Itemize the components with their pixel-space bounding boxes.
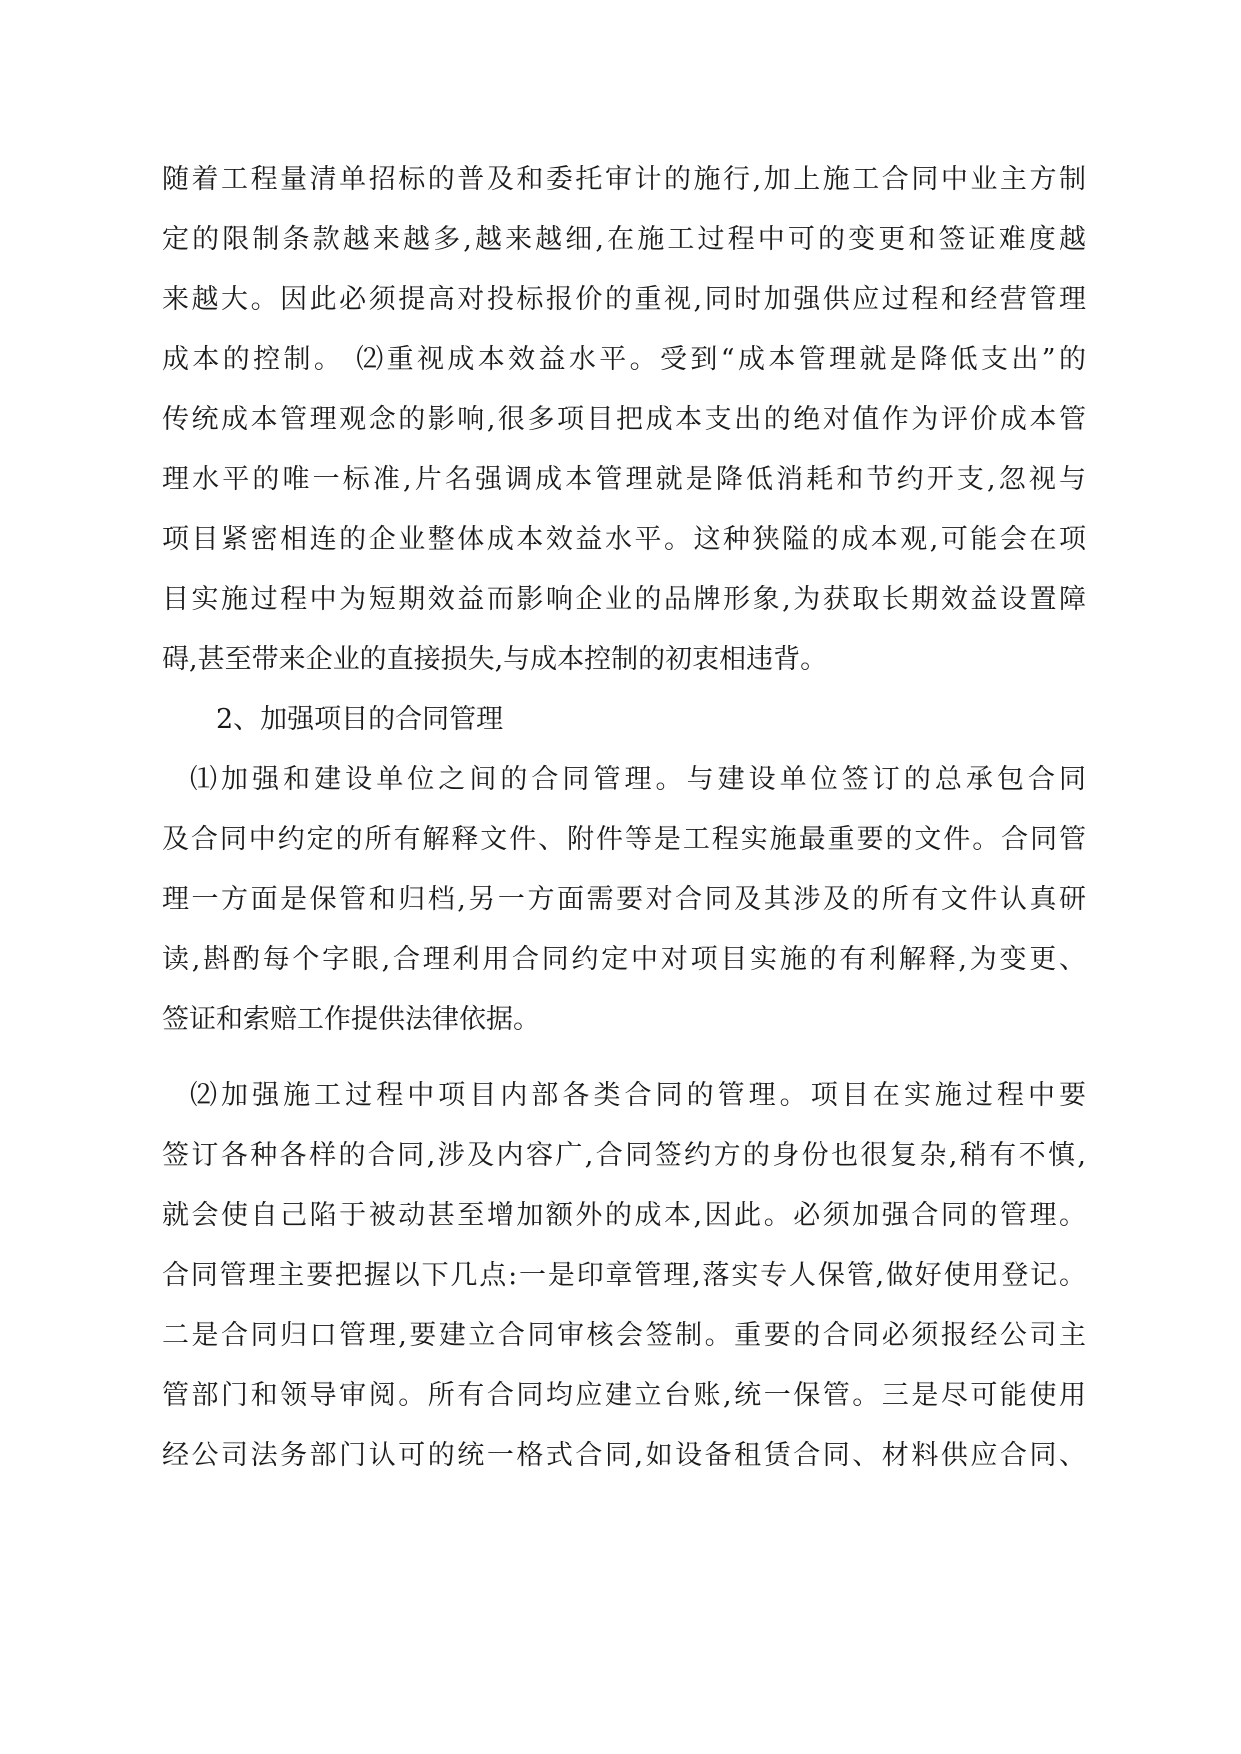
text-line: 碍,甚至带来企业的直接损失,与成本控制的初衷相违背。 <box>162 644 828 675</box>
text-line: 管部门和领导审阅。所有合同均应建立台账,统一保管。三是尽可能使用 <box>162 1380 1086 1411</box>
text-line: ⑴加强和建设单位之间的合同管理。与建设单位签订的总承包合同 <box>190 764 1086 795</box>
text-line: 理一方面是保管和归档,另一方面需要对合同及其涉及的所有文件认真研 <box>162 884 1086 915</box>
text-line: 来越大。因此必须提高对投标报价的重视,同时加强供应过程和经营管理 <box>162 284 1086 315</box>
text-line: 传统成本管理观念的影响,很多项目把成本支出的绝对值作为评价成本管 <box>162 404 1086 435</box>
text-line: 签证和索赔工作提供法律依据。 <box>162 1004 540 1035</box>
text-line: 项目紧密相连的企业整体成本效益水平。这种狭隘的成本观,可能会在项 <box>162 524 1086 555</box>
text-line: 签订各种各样的合同,涉及内容广,合同签约方的身份也很复杂,稍有不慎, <box>162 1140 1086 1171</box>
text-line: 随着工程量清单招标的普及和委托审计的施行,加上施工合同中业主方制 <box>162 164 1086 195</box>
text-line: 目实施过程中为短期效益而影响企业的品牌形象,为获取长期效益设置障 <box>162 584 1086 615</box>
text-line: 就会使自己陷于被动甚至增加额外的成本,因此。必须加强合同的管理。 <box>162 1200 1086 1231</box>
document-body <box>162 150 1086 1486</box>
text-line: ⑵加强施工过程中项目内部各类合同的管理。项目在实施过程中要 <box>190 1080 1086 1111</box>
text-line: 二是合同归口管理,要建立合同审核会签制。重要的合同必须报经公司主 <box>162 1320 1086 1351</box>
text-line: 读,斟酌每个字眼,合理利用合同约定中对项目实施的有利解释,为变更、 <box>162 944 1086 975</box>
text-line: 合同管理主要把握以下几点:一是印章管理,落实专人保管,做好使用登记。 <box>162 1260 1086 1291</box>
text-line: 定的限制条款越来越多,越来越细,在施工过程中可的变更和签证难度越 <box>162 224 1086 255</box>
text-line: 成本的控制。 ⑵重视成本效益水平。受到“成本管理就是降低支出”的 <box>162 344 1086 375</box>
text-line: 2、加强项目的合同管理 <box>216 704 504 735</box>
text-line: 经公司法务部门认可的统一格式合同,如设备租赁合同、材料供应合同、 <box>162 1440 1086 1471</box>
text-line: 理水平的唯一标准,片名强调成本管理就是降低消耗和节约开支,忽视与 <box>162 464 1086 495</box>
text-line: 及合同中约定的所有解释文件、附件等是工程实施最重要的文件。合同管 <box>162 824 1086 855</box>
